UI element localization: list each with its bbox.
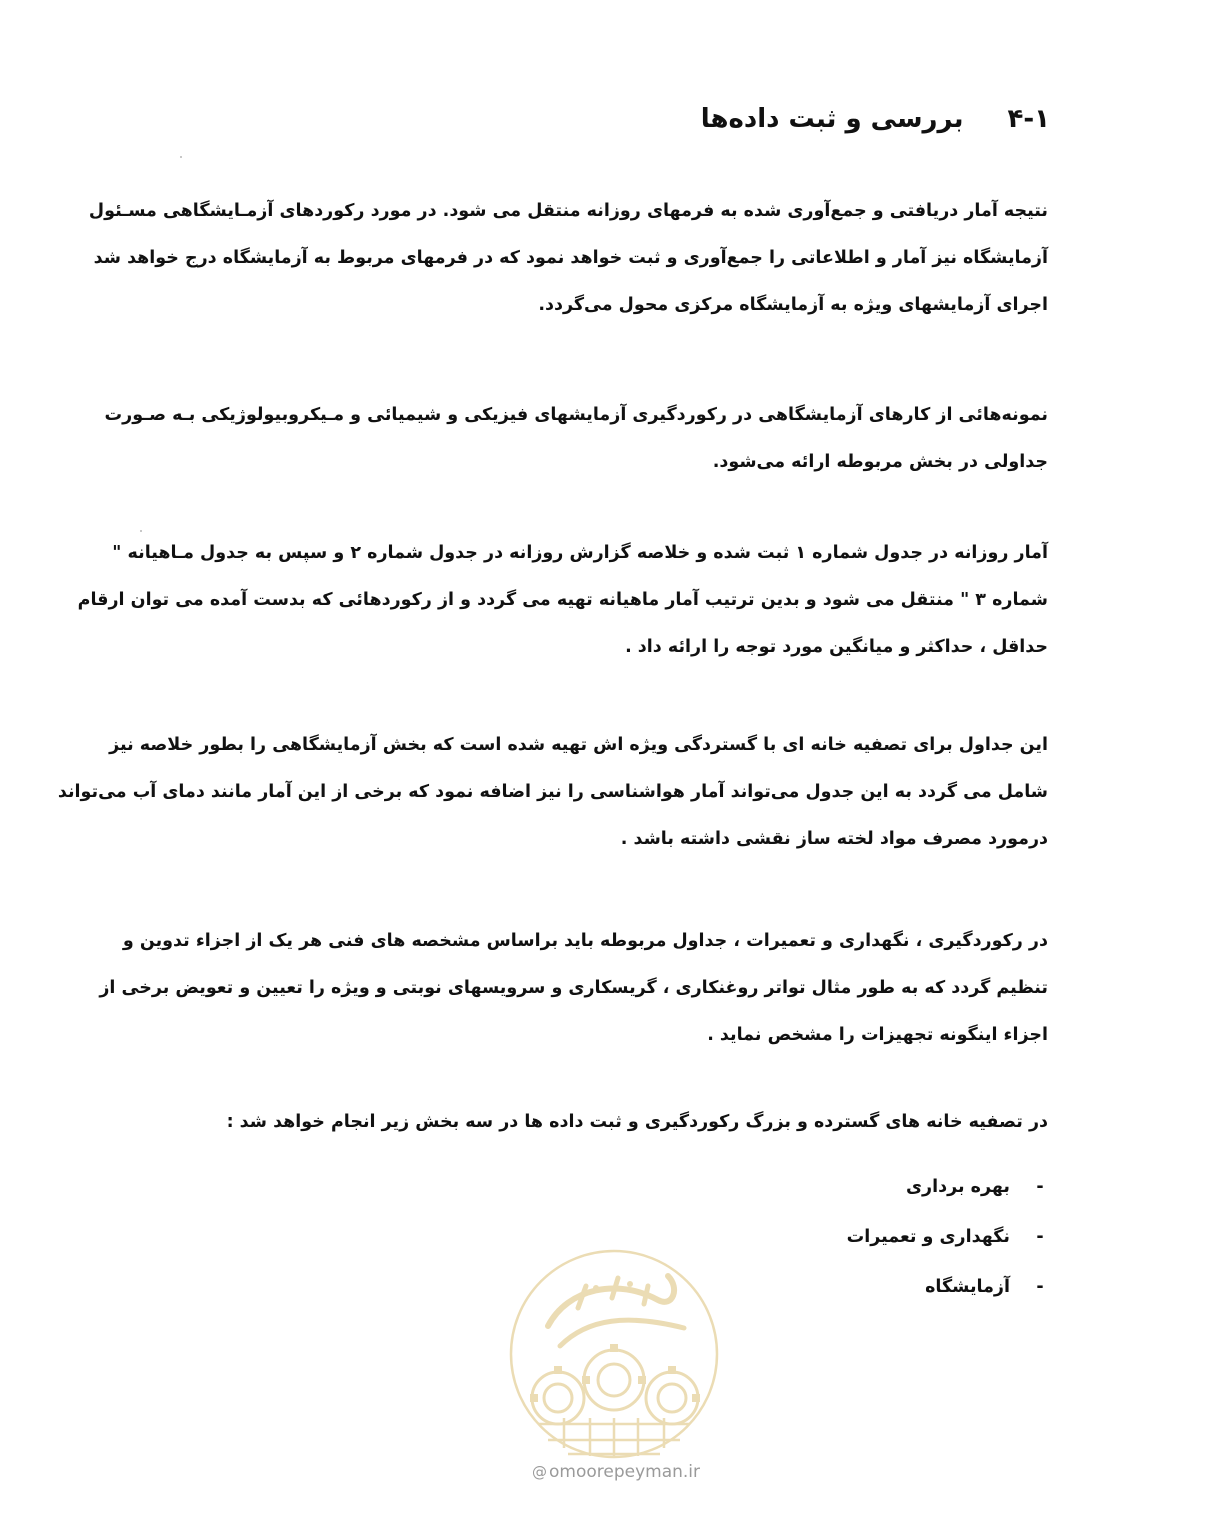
scan-speck — [140, 530, 142, 532]
paragraph-4 — [57, 722, 1048, 863]
watermark-url — [516, 1462, 716, 1482]
list-item — [847, 1162, 1048, 1212]
section-list — [847, 1162, 1048, 1312]
section-heading — [701, 104, 1050, 134]
paragraph-line: آزمایشگاه نیز آمار و اطلاعاتی را جمع‌آوری و ثبت خواهد نمود که در فرمهای مربوط به آزمایشگاه درج خواهد شد — [93, 248, 1048, 268]
paragraph-line: در رکوردگیری ، نگهداری و تعمیرات ، جداول مربوطه باید براساس مشخصه های فنی هر یک از اجزاء تدوین و — [122, 931, 1048, 951]
list-item-label: نگهداری و تعمیرات — [846, 1227, 1010, 1247]
paragraph-5 — [99, 918, 1048, 1059]
paragraph-line: جداولی در بخش مربوطه ارائه می‌شود. — [712, 452, 1048, 472]
list-intro: در تصفیه خانه های گسترده و بزرگ رکوردگیری و ثبت داده ها در سه بخش زیر انجام خواهد شد : — [226, 1112, 1048, 1132]
paragraph-line: آمار روزانه در جدول شماره ۱ ثبت شده و خلاصه گزارش روزانه در جدول شماره ۲ و سپس به جدول مـاهیانه " — [112, 543, 1048, 563]
paragraph-line: تنظیم گردد که به طور مثال تواتر روغنکاری ، گریسکاری و سرویسهای نوبتی و ویژه را تعیین و تعویض برخی از — [99, 978, 1048, 998]
bullet-marker: - — [1036, 1227, 1044, 1247]
bullet-marker: - — [1036, 1177, 1044, 1197]
paragraph-line: اجرای آزمایشهای ویژه به آزمایشگاه مرکزی محول می‌گردد. — [538, 295, 1048, 315]
paragraph-line: شامل می گردد به این جدول می‌تواند آمار هواشناسی را نیز اضافه نمود که برخی از این آمار مانند دمای آب می‌تواند — [57, 782, 1048, 802]
bullet-marker: - — [1036, 1277, 1044, 1297]
paragraph-line: حداقل ، حداکثر و میانگین مورد توجه را ارائه داد . — [625, 637, 1048, 657]
scan-speck — [180, 156, 182, 158]
paragraph-line: شماره ۳ " منتقل می شود و بدین ترتیب آمار ماهیانه تهیه می گردد و از رکوردهائی که بدست آمده می توان ارقام — [77, 590, 1048, 610]
at-icon: @ — [531, 1463, 547, 1481]
list-item — [847, 1212, 1048, 1262]
section-title: بررسی و ثبت داده‌ها — [700, 104, 964, 134]
paragraph-line: اجزاء اینگونه تجهیزات را مشخص نماید . — [707, 1025, 1048, 1045]
paragraph-1 — [88, 188, 1048, 329]
list-item — [847, 1262, 1048, 1312]
watermark-logo — [508, 1248, 720, 1460]
paragraph-line: نمونه‌هائی از کارهای آزمایشگاهی در رکوردگیری آزمایشهای فیزیکی و شیمیائی و مـیکروبیولوژیکی بـه صـورت — [104, 405, 1048, 425]
list-item-label: بهره برداری — [906, 1177, 1010, 1197]
paragraph-line: درمورد مصرف مواد لخته ساز نقشی داشته باشد . — [620, 829, 1048, 849]
section-number: ۴-۱ — [1007, 104, 1050, 134]
paragraph-line: نتیجه آمار دریافتی و جمع‌آوری شده به فرمهای روزانه منتقل می شود. در مورد رکوردهای آزمـایشگاهی مسـئول — [88, 201, 1048, 221]
paragraph-2 — [104, 392, 1048, 486]
watermark-url-text: omoorepeyman.ir — [548, 1462, 701, 1482]
list-item-label: آزمایشگاه — [925, 1277, 1010, 1297]
paragraph-3 — [77, 530, 1048, 671]
paragraph-line: این جداول برای تصفیه خانه ای با گستردگی ویژه اش تهیه شده است که بخش آزمایشگاهی را بطور خلاصه نیز — [109, 735, 1048, 755]
